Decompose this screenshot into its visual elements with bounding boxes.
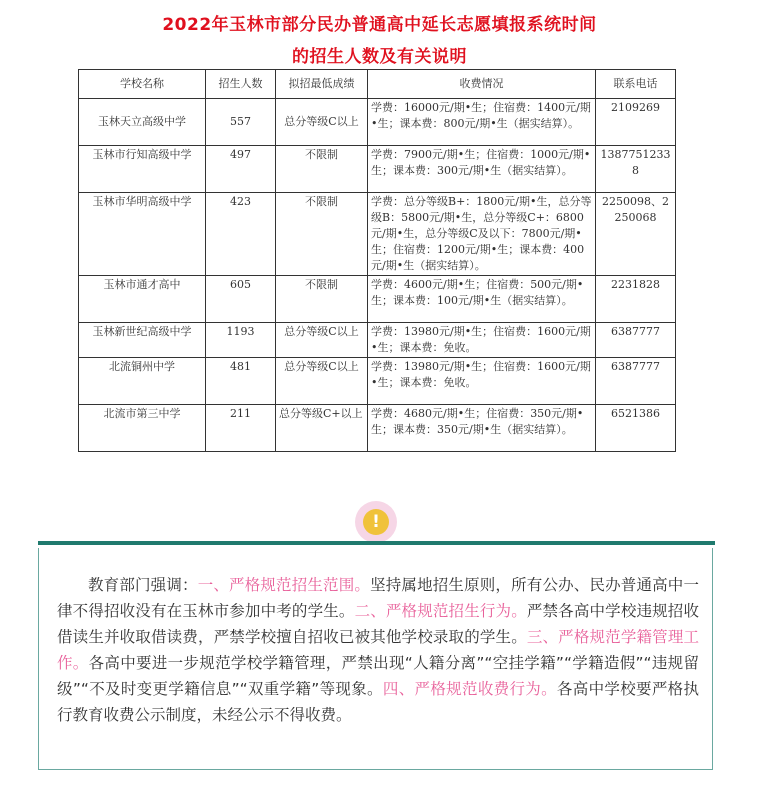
fee-info: 学费：总分等级B+：1800元/期•生，总分等级B：5800元/期•生，总分等级C+：6800元/期•生，总分等级C及以下：7800元/期•生；住宿费：1200元/期•生；课本费：400元/期•生（据实结算）。 [368, 193, 596, 276]
school-name: 玉林市通才高中 [79, 276, 206, 323]
min-score: 总分等级C+以上 [276, 405, 368, 452]
school-name: 玉林市行知高级中学 [79, 146, 206, 193]
table-header-row [79, 70, 676, 99]
school-name: 玉林天立高级中学 [79, 99, 206, 146]
school-name: 北流市第三中学 [79, 405, 206, 452]
notice-point-1-body: 坚持属地招生原则，所有公办、民办普通高中一律不得招收没有在玉林市参加中考的学生。 [57, 576, 699, 620]
exclamation-icon: ! [363, 509, 389, 535]
enroll-count: 481 [206, 358, 276, 405]
enroll-count: 1193 [206, 323, 276, 358]
fee-info: 学费：4600元/期•生；住宿费：500元/期•生；课本费：100元/期•生（据实结算）。 [368, 276, 596, 323]
phone: 6387777 [596, 358, 676, 405]
header-min-score: 拟招最低成绩 [276, 70, 368, 99]
phone: 6521386 [596, 405, 676, 452]
phone: 13877512338 [596, 146, 676, 193]
notice-point-4-title: 四、严格规范收费行为。 [382, 680, 557, 698]
phone: 2250098、2250068 [596, 193, 676, 276]
notice-point-2-title: 二、严格规范招生行为。 [354, 602, 527, 620]
notice-point-3-body: 各高中要进一步规范学校学籍管理，严禁出现“人籍分离”“空挂学籍”“学籍造假”“违规留级”“不及时变更学籍信息”“双重学籍”等现象。 [57, 654, 699, 698]
min-score: 不限制 [276, 193, 368, 276]
school-name: 玉林新世纪高级中学 [79, 323, 206, 358]
table-row [79, 276, 676, 323]
header-phone: 联系电话 [596, 70, 676, 99]
fee-info: 学费：13980元/期•生；住宿费：1600元/期•生；课本费：免收。 [368, 323, 596, 358]
phone: 2231828 [596, 276, 676, 323]
enroll-count: 557 [206, 99, 276, 146]
fee-info: 学费：7900元/期•生；住宿费：1000元/期•生；课本费：300元/期•生（据实结算）。 [368, 146, 596, 193]
phone: 6387777 [596, 323, 676, 358]
table-row [79, 99, 676, 146]
table-row [79, 358, 676, 405]
page-subtitle: 的招生人数及有关说明 [292, 47, 467, 67]
fee-info: 学费：13980元/期•生；住宿费：1600元/期•生；课本费：免收。 [368, 358, 596, 405]
enroll-count: 423 [206, 193, 276, 276]
min-score: 总分等级C以上 [276, 99, 368, 146]
fee-info: 学费：4680元/期•生；住宿费：350元/期•生；课本费：350元/期•生（据实结算）。 [368, 405, 596, 452]
enrollment-table [78, 69, 676, 452]
header-fees: 收费情况 [368, 70, 596, 99]
table-row [79, 193, 676, 276]
notice-point-4-body: 各高中学校要严格执行教育收费公示制度，未经公示不得收费。 [57, 680, 699, 724]
table-row [79, 405, 676, 452]
fee-info: 学费：16000元/期•生；住宿费：1400元/期•生；课本费：800元/期•生（据实结算）。 [368, 99, 596, 146]
header-count: 招生人数 [206, 70, 276, 99]
notice-paragraph [57, 572, 699, 728]
school-name: 北流铜州中学 [79, 358, 206, 405]
min-score: 总分等级C以上 [276, 323, 368, 358]
notice-point-2-body: 严禁各高中学校违规招收借读生并收取借读费，严禁学校擅自招收已被其他学校录取的学生。 [57, 602, 699, 646]
school-name: 玉林市华明高级中学 [79, 193, 206, 276]
min-score: 总分等级C以上 [276, 358, 368, 405]
header-school: 学校名称 [79, 70, 206, 99]
notice-point-3-title: 三、严格规范学籍管理工作。 [57, 628, 699, 672]
notice-point-1-title: 一、严格规范招生范围。 [197, 576, 371, 594]
enroll-count: 605 [206, 276, 276, 323]
table-row [79, 323, 676, 358]
notice-top-bar [38, 541, 715, 545]
enroll-count: 211 [206, 405, 276, 452]
page-title: 2022年玉林市部分民办普通高中延长志愿填报系统时间 [162, 15, 597, 35]
min-score: 不限制 [276, 276, 368, 323]
notice-intro: 教育部门强调： [88, 576, 198, 594]
enroll-count: 497 [206, 146, 276, 193]
phone: 2109269 [596, 99, 676, 146]
table-row [79, 146, 676, 193]
min-score: 不限制 [276, 146, 368, 193]
